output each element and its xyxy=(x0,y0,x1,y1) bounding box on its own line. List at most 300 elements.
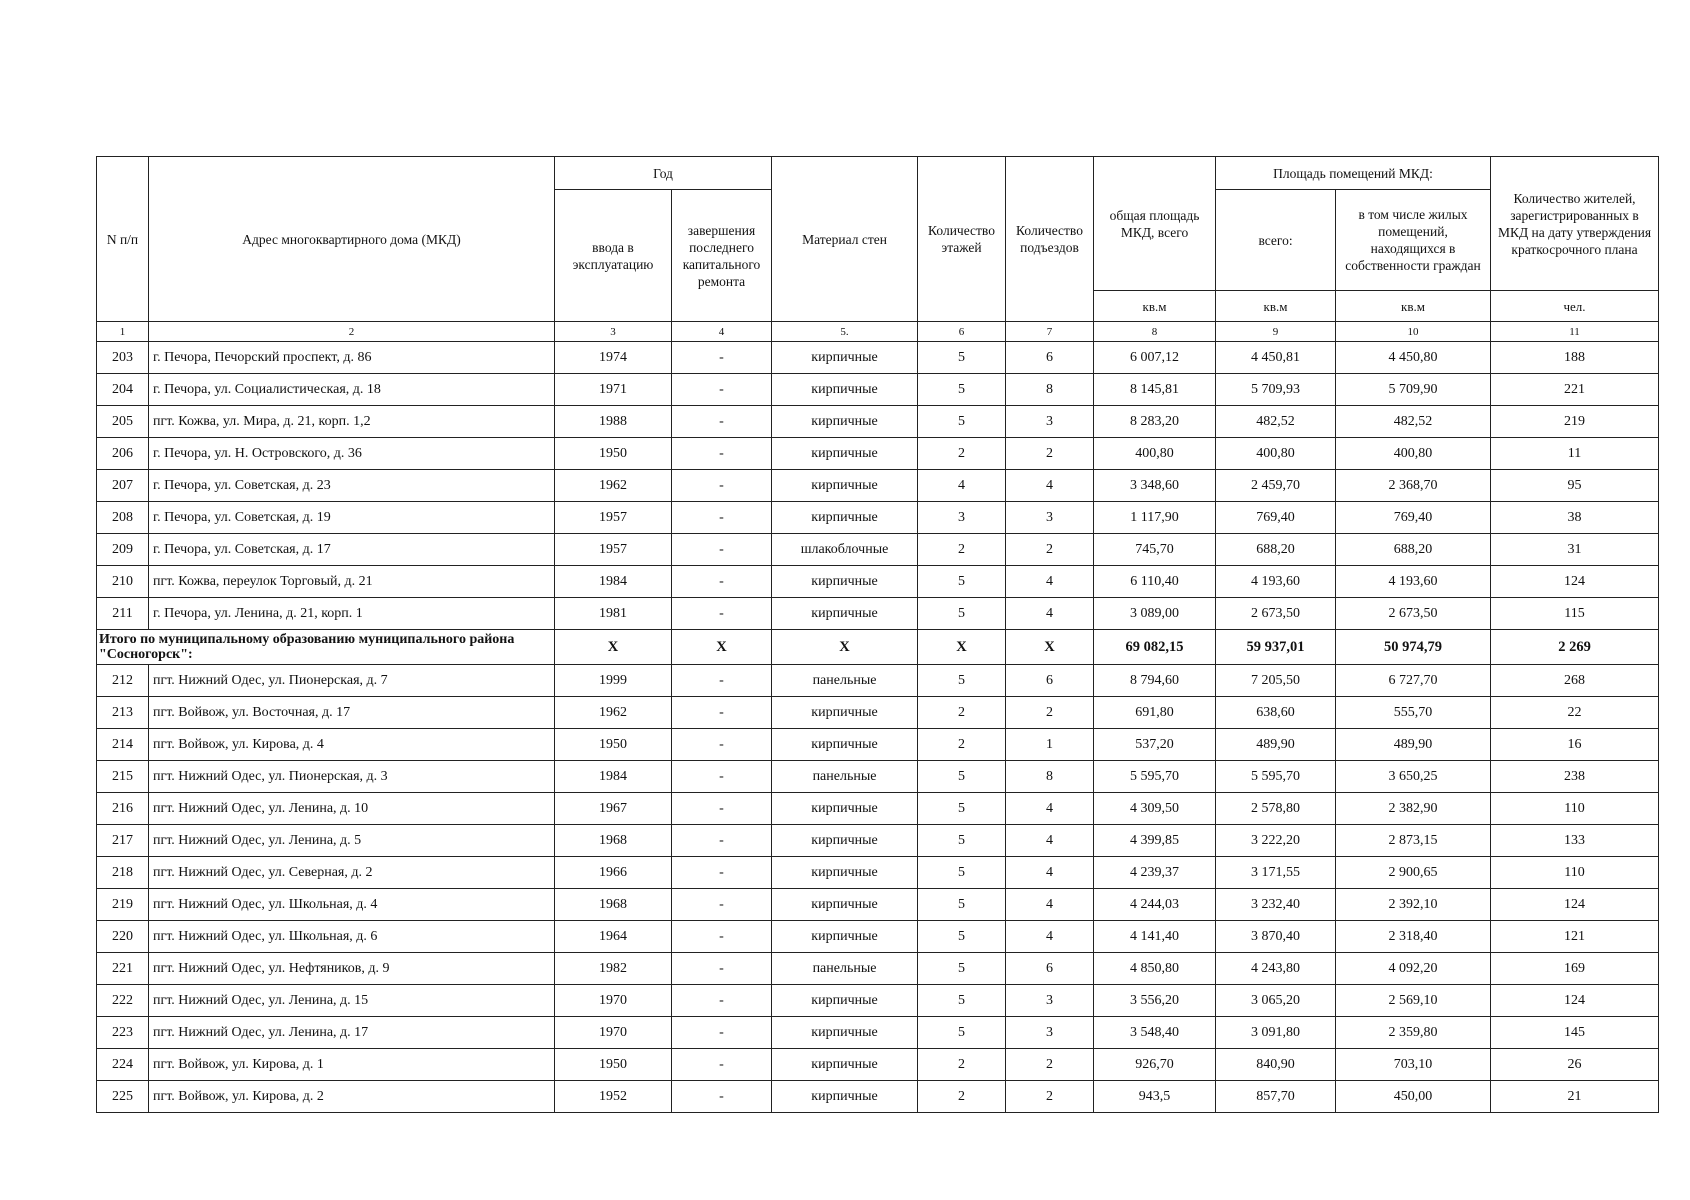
table-row xyxy=(97,889,1659,921)
cell-residents: 38 xyxy=(1491,502,1659,534)
cell-area-owned: 489,90 xyxy=(1336,729,1491,761)
cell-address: пгт. Нижний Одес, ул. Нефтяников, д. 9 xyxy=(149,953,555,985)
cell-total-area: 4 309,50 xyxy=(1094,793,1216,825)
cell-num: 212 xyxy=(97,665,149,697)
cell-area-all: 400,80 xyxy=(1216,438,1336,470)
cell-residents: 124 xyxy=(1491,566,1659,598)
cell-entrances: 4 xyxy=(1006,598,1094,630)
cell-total-area: 4 239,37 xyxy=(1094,857,1216,889)
cell-address: пгт. Войвож, ул. Восточная, д. 17 xyxy=(149,697,555,729)
cell-wall-material: шлакоблочные xyxy=(772,534,918,566)
cell-area-all: 5 709,93 xyxy=(1216,374,1336,406)
housing-table xyxy=(96,156,1659,1113)
cell-year-repair: - xyxy=(672,697,772,729)
table-row xyxy=(97,406,1659,438)
cell-year-repair: - xyxy=(672,953,772,985)
cell-num: 203 xyxy=(97,342,149,374)
cell-year-commission: 1957 xyxy=(555,502,672,534)
cell-area-owned: 2 382,90 xyxy=(1336,793,1491,825)
cell-residents: 22 xyxy=(1491,697,1659,729)
cell-address: пгт. Нижний Одес, ул. Северная, д. 2 xyxy=(149,857,555,889)
cell-residents: 31 xyxy=(1491,534,1659,566)
cell-address: пгт. Нижний Одес, ул. Ленина, д. 15 xyxy=(149,985,555,1017)
cell-num: 205 xyxy=(97,406,149,438)
total-cell: X xyxy=(672,630,772,665)
table-row xyxy=(97,470,1659,502)
cell-num: 218 xyxy=(97,857,149,889)
cell-floors: 5 xyxy=(918,825,1006,857)
cell-address: пгт. Войвож, ул. Кирова, д. 2 xyxy=(149,1081,555,1113)
cell-total-area: 400,80 xyxy=(1094,438,1216,470)
column-number: 3 xyxy=(555,322,672,342)
cell-floors: 2 xyxy=(918,729,1006,761)
cell-residents: 188 xyxy=(1491,342,1659,374)
cell-total-area: 4 850,80 xyxy=(1094,953,1216,985)
cell-address: пгт. Нижний Одес, ул. Ленина, д. 17 xyxy=(149,1017,555,1049)
cell-area-owned: 2 318,40 xyxy=(1336,921,1491,953)
cell-total-area: 4 141,40 xyxy=(1094,921,1216,953)
table-row xyxy=(97,857,1659,889)
cell-year-repair: - xyxy=(672,857,772,889)
cell-area-owned: 555,70 xyxy=(1336,697,1491,729)
cell-address: пгт. Кожва, ул. Мира, д. 21, корп. 1,2 xyxy=(149,406,555,438)
cell-total-area: 745,70 xyxy=(1094,534,1216,566)
table-row xyxy=(97,566,1659,598)
cell-floors: 5 xyxy=(918,857,1006,889)
total-cell: X xyxy=(555,630,672,665)
column-number: 8 xyxy=(1094,322,1216,342)
cell-wall-material: кирпичные xyxy=(772,598,918,630)
cell-entrances: 8 xyxy=(1006,761,1094,793)
cell-year-commission: 1962 xyxy=(555,697,672,729)
cell-year-commission: 1952 xyxy=(555,1081,672,1113)
cell-entrances: 2 xyxy=(1006,1049,1094,1081)
total-cell: X xyxy=(772,630,918,665)
cell-wall-material: кирпичные xyxy=(772,697,918,729)
cell-entrances: 6 xyxy=(1006,953,1094,985)
cell-address: г. Печора, ул. Ленина, д. 21, корп. 1 xyxy=(149,598,555,630)
cell-year-repair: - xyxy=(672,598,772,630)
cell-floors: 5 xyxy=(918,761,1006,793)
cell-floors: 3 xyxy=(918,502,1006,534)
cell-address: пгт. Нижний Одес, ул. Школьная, д. 4 xyxy=(149,889,555,921)
cell-total-area: 3 348,60 xyxy=(1094,470,1216,502)
cell-floors: 5 xyxy=(918,374,1006,406)
cell-residents: 95 xyxy=(1491,470,1659,502)
cell-residents: 124 xyxy=(1491,985,1659,1017)
cell-wall-material: кирпичные xyxy=(772,1017,918,1049)
cell-wall-material: кирпичные xyxy=(772,470,918,502)
header-year-repair: завершения последнего капитального ремонта xyxy=(672,190,772,322)
cell-wall-material: кирпичные xyxy=(772,342,918,374)
cell-year-repair: - xyxy=(672,534,772,566)
cell-year-commission: 1999 xyxy=(555,665,672,697)
cell-area-all: 638,60 xyxy=(1216,697,1336,729)
table-row xyxy=(97,985,1659,1017)
cell-entrances: 3 xyxy=(1006,502,1094,534)
cell-num: 209 xyxy=(97,534,149,566)
column-number: 11 xyxy=(1491,322,1659,342)
cell-total-area: 926,70 xyxy=(1094,1049,1216,1081)
cell-total-area: 5 595,70 xyxy=(1094,761,1216,793)
total-cell: 69 082,15 xyxy=(1094,630,1216,665)
cell-year-commission: 1962 xyxy=(555,470,672,502)
cell-num: 215 xyxy=(97,761,149,793)
cell-num: 207 xyxy=(97,470,149,502)
cell-area-all: 3 091,80 xyxy=(1216,1017,1336,1049)
cell-wall-material: кирпичные xyxy=(772,793,918,825)
cell-wall-material: кирпичные xyxy=(772,889,918,921)
table-total xyxy=(97,630,1659,665)
cell-year-commission: 1950 xyxy=(555,729,672,761)
header-area-all: всего: xyxy=(1216,190,1336,291)
cell-area-all: 769,40 xyxy=(1216,502,1336,534)
column-number: 6 xyxy=(918,322,1006,342)
cell-year-commission: 1982 xyxy=(555,953,672,985)
cell-area-all: 688,20 xyxy=(1216,534,1336,566)
cell-year-repair: - xyxy=(672,793,772,825)
cell-residents: 16 xyxy=(1491,729,1659,761)
table-row xyxy=(97,793,1659,825)
column-number: 1 xyxy=(97,322,149,342)
table-row xyxy=(97,598,1659,630)
cell-residents: 21 xyxy=(1491,1081,1659,1113)
table-row xyxy=(97,374,1659,406)
total-cell: X xyxy=(1006,630,1094,665)
cell-num: 219 xyxy=(97,889,149,921)
cell-year-repair: - xyxy=(672,729,772,761)
cell-entrances: 4 xyxy=(1006,566,1094,598)
cell-num: 220 xyxy=(97,921,149,953)
cell-address: пгт. Кожва, переулок Торговый, д. 21 xyxy=(149,566,555,598)
cell-area-owned: 2 359,80 xyxy=(1336,1017,1491,1049)
cell-residents: 110 xyxy=(1491,857,1659,889)
cell-total-area: 3 556,20 xyxy=(1094,985,1216,1017)
cell-year-repair: - xyxy=(672,665,772,697)
table-body-a xyxy=(97,342,1659,630)
cell-num: 216 xyxy=(97,793,149,825)
cell-year-repair: - xyxy=(672,889,772,921)
cell-area-owned: 450,00 xyxy=(1336,1081,1491,1113)
cell-residents: 121 xyxy=(1491,921,1659,953)
cell-floors: 4 xyxy=(918,470,1006,502)
header-entrances: Количество подъездов xyxy=(1006,157,1094,322)
cell-year-repair: - xyxy=(672,1049,772,1081)
cell-wall-material: кирпичные xyxy=(772,857,918,889)
cell-num: 204 xyxy=(97,374,149,406)
cell-area-all: 3 870,40 xyxy=(1216,921,1336,953)
column-number: 7 xyxy=(1006,322,1094,342)
cell-residents: 268 xyxy=(1491,665,1659,697)
cell-area-owned: 400,80 xyxy=(1336,438,1491,470)
table-row xyxy=(97,697,1659,729)
header-wall-material: Материал стен xyxy=(772,157,918,322)
cell-entrances: 4 xyxy=(1006,921,1094,953)
cell-area-all: 857,70 xyxy=(1216,1081,1336,1113)
cell-num: 224 xyxy=(97,1049,149,1081)
table-row xyxy=(97,1017,1659,1049)
header-num: N п/п xyxy=(97,157,149,322)
cell-entrances: 2 xyxy=(1006,697,1094,729)
cell-entrances: 4 xyxy=(1006,889,1094,921)
cell-area-owned: 688,20 xyxy=(1336,534,1491,566)
cell-address: пгт. Нижний Одес, ул. Школьная, д. 6 xyxy=(149,921,555,953)
cell-total-area: 6 007,12 xyxy=(1094,342,1216,374)
cell-address: пгт. Войвож, ул. Кирова, д. 1 xyxy=(149,1049,555,1081)
cell-floors: 2 xyxy=(918,438,1006,470)
cell-entrances: 6 xyxy=(1006,665,1094,697)
cell-address: пгт. Нижний Одес, ул. Пионерская, д. 3 xyxy=(149,761,555,793)
unit-area-all: кв.м xyxy=(1216,291,1336,322)
header-address: Адрес многоквартирного дома (МКД) xyxy=(149,157,555,322)
cell-residents: 11 xyxy=(1491,438,1659,470)
cell-address: г. Печора, ул. Советская, д. 23 xyxy=(149,470,555,502)
cell-wall-material: кирпичные xyxy=(772,729,918,761)
cell-area-owned: 2 569,10 xyxy=(1336,985,1491,1017)
cell-num: 225 xyxy=(97,1081,149,1113)
cell-floors: 5 xyxy=(918,1017,1006,1049)
cell-year-repair: - xyxy=(672,406,772,438)
cell-total-area: 8 794,60 xyxy=(1094,665,1216,697)
cell-area-all: 489,90 xyxy=(1216,729,1336,761)
total-cell: 50 974,79 xyxy=(1336,630,1491,665)
cell-area-owned: 4 193,60 xyxy=(1336,566,1491,598)
cell-year-repair: - xyxy=(672,374,772,406)
cell-total-area: 691,80 xyxy=(1094,697,1216,729)
cell-wall-material: кирпичные xyxy=(772,1049,918,1081)
cell-entrances: 4 xyxy=(1006,470,1094,502)
header-residents: Количество жителей, зарегистрированных в МКД на дату утверждения краткосрочного плана xyxy=(1491,157,1659,291)
cell-floors: 2 xyxy=(918,1081,1006,1113)
cell-area-all: 3 222,20 xyxy=(1216,825,1336,857)
table-row xyxy=(97,953,1659,985)
header-year-group: Год xyxy=(555,157,772,190)
document-sheet xyxy=(96,156,1658,1113)
cell-num: 211 xyxy=(97,598,149,630)
unit-area-owned: кв.м xyxy=(1336,291,1491,322)
cell-year-repair: - xyxy=(672,470,772,502)
cell-wall-material: панельные xyxy=(772,761,918,793)
cell-wall-material: кирпичные xyxy=(772,438,918,470)
cell-entrances: 4 xyxy=(1006,793,1094,825)
table-row xyxy=(97,825,1659,857)
cell-year-commission: 1971 xyxy=(555,374,672,406)
total-label: Итого по муниципальному образованию муниципального района "Сосногорск": xyxy=(97,630,555,665)
cell-floors: 2 xyxy=(918,534,1006,566)
cell-num: 223 xyxy=(97,1017,149,1049)
cell-num: 213 xyxy=(97,697,149,729)
table-row xyxy=(97,921,1659,953)
cell-floors: 5 xyxy=(918,921,1006,953)
cell-area-all: 482,52 xyxy=(1216,406,1336,438)
cell-residents: 133 xyxy=(1491,825,1659,857)
header-area-owned: в том числе жилых помещений, находящихся в собственности граждан xyxy=(1336,190,1491,291)
header-area-group: Площадь помещений МКД: xyxy=(1216,157,1491,190)
table-row xyxy=(97,761,1659,793)
cell-address: пгт. Войвож, ул. Кирова, д. 4 xyxy=(149,729,555,761)
cell-floors: 5 xyxy=(918,665,1006,697)
cell-entrances: 8 xyxy=(1006,374,1094,406)
cell-area-all: 4 243,80 xyxy=(1216,953,1336,985)
cell-year-repair: - xyxy=(672,1017,772,1049)
cell-address: пгт. Нижний Одес, ул. Ленина, д. 10 xyxy=(149,793,555,825)
cell-year-commission: 1984 xyxy=(555,761,672,793)
cell-year-repair: - xyxy=(672,825,772,857)
cell-area-owned: 3 650,25 xyxy=(1336,761,1491,793)
cell-area-all: 3 171,55 xyxy=(1216,857,1336,889)
unit-total-area: кв.м xyxy=(1094,291,1216,322)
cell-floors: 5 xyxy=(918,793,1006,825)
cell-num: 222 xyxy=(97,985,149,1017)
cell-address: г. Печора, ул. Советская, д. 19 xyxy=(149,502,555,534)
cell-address: г. Печора, ул. Н. Островского, д. 36 xyxy=(149,438,555,470)
cell-entrances: 2 xyxy=(1006,438,1094,470)
cell-num: 210 xyxy=(97,566,149,598)
cell-total-area: 1 117,90 xyxy=(1094,502,1216,534)
cell-residents: 219 xyxy=(1491,406,1659,438)
cell-year-commission: 1950 xyxy=(555,438,672,470)
cell-year-repair: - xyxy=(672,438,772,470)
cell-area-all: 3 065,20 xyxy=(1216,985,1336,1017)
cell-year-commission: 1974 xyxy=(555,342,672,374)
cell-area-owned: 2 673,50 xyxy=(1336,598,1491,630)
cell-floors: 5 xyxy=(918,985,1006,1017)
header-total-area: общая площадь МКД, всего xyxy=(1094,157,1216,291)
cell-area-owned: 482,52 xyxy=(1336,406,1491,438)
cell-area-all: 3 232,40 xyxy=(1216,889,1336,921)
table-row xyxy=(97,1081,1659,1113)
cell-year-commission: 1970 xyxy=(555,1017,672,1049)
cell-year-commission: 1964 xyxy=(555,921,672,953)
cell-entrances: 3 xyxy=(1006,406,1094,438)
cell-entrances: 3 xyxy=(1006,1017,1094,1049)
cell-year-repair: - xyxy=(672,566,772,598)
cell-wall-material: панельные xyxy=(772,953,918,985)
cell-year-commission: 1981 xyxy=(555,598,672,630)
cell-year-commission: 1957 xyxy=(555,534,672,566)
cell-total-area: 537,20 xyxy=(1094,729,1216,761)
cell-area-all: 5 595,70 xyxy=(1216,761,1336,793)
cell-area-all: 2 459,70 xyxy=(1216,470,1336,502)
table-row xyxy=(97,342,1659,374)
unit-residents: чел. xyxy=(1491,291,1659,322)
cell-year-repair: - xyxy=(672,502,772,534)
cell-address: пгт. Нижний Одес, ул. Пионерская, д. 7 xyxy=(149,665,555,697)
cell-area-all: 2 578,80 xyxy=(1216,793,1336,825)
cell-num: 217 xyxy=(97,825,149,857)
cell-total-area: 8 145,81 xyxy=(1094,374,1216,406)
cell-total-area: 4 399,85 xyxy=(1094,825,1216,857)
cell-address: г. Печора, ул. Советская, д. 17 xyxy=(149,534,555,566)
cell-year-commission: 1967 xyxy=(555,793,672,825)
cell-total-area: 943,5 xyxy=(1094,1081,1216,1113)
cell-year-commission: 1950 xyxy=(555,1049,672,1081)
cell-residents: 238 xyxy=(1491,761,1659,793)
cell-residents: 145 xyxy=(1491,1017,1659,1049)
table-row xyxy=(97,502,1659,534)
cell-area-all: 4 450,81 xyxy=(1216,342,1336,374)
cell-entrances: 3 xyxy=(1006,985,1094,1017)
cell-residents: 169 xyxy=(1491,953,1659,985)
cell-year-repair: - xyxy=(672,1081,772,1113)
cell-num: 214 xyxy=(97,729,149,761)
cell-wall-material: кирпичные xyxy=(772,985,918,1017)
cell-area-owned: 4 092,20 xyxy=(1336,953,1491,985)
cell-entrances: 2 xyxy=(1006,534,1094,566)
cell-year-commission: 1988 xyxy=(555,406,672,438)
cell-year-commission: 1968 xyxy=(555,889,672,921)
column-number: 2 xyxy=(149,322,555,342)
cell-year-repair: - xyxy=(672,921,772,953)
cell-total-area: 8 283,20 xyxy=(1094,406,1216,438)
cell-floors: 5 xyxy=(918,566,1006,598)
cell-wall-material: кирпичные xyxy=(772,825,918,857)
cell-wall-material: кирпичные xyxy=(772,406,918,438)
cell-area-owned: 6 727,70 xyxy=(1336,665,1491,697)
cell-floors: 2 xyxy=(918,697,1006,729)
cell-residents: 221 xyxy=(1491,374,1659,406)
cell-area-owned: 2 368,70 xyxy=(1336,470,1491,502)
cell-year-commission: 1966 xyxy=(555,857,672,889)
column-number: 5. xyxy=(772,322,918,342)
cell-floors: 5 xyxy=(918,406,1006,438)
cell-year-repair: - xyxy=(672,342,772,374)
cell-wall-material: кирпичные xyxy=(772,502,918,534)
total-cell: X xyxy=(918,630,1006,665)
cell-address: г. Печора, Печорский проспект, д. 86 xyxy=(149,342,555,374)
column-number: 9 xyxy=(1216,322,1336,342)
cell-entrances: 1 xyxy=(1006,729,1094,761)
cell-area-owned: 769,40 xyxy=(1336,502,1491,534)
cell-floors: 5 xyxy=(918,342,1006,374)
cell-residents: 110 xyxy=(1491,793,1659,825)
cell-year-commission: 1968 xyxy=(555,825,672,857)
cell-year-commission: 1984 xyxy=(555,566,672,598)
cell-area-owned: 2 900,65 xyxy=(1336,857,1491,889)
table-row xyxy=(97,438,1659,470)
cell-year-repair: - xyxy=(672,985,772,1017)
cell-total-area: 4 244,03 xyxy=(1094,889,1216,921)
cell-area-all: 4 193,60 xyxy=(1216,566,1336,598)
cell-area-owned: 2 873,15 xyxy=(1336,825,1491,857)
cell-floors: 5 xyxy=(918,953,1006,985)
cell-year-commission: 1970 xyxy=(555,985,672,1017)
cell-area-owned: 5 709,90 xyxy=(1336,374,1491,406)
cell-floors: 5 xyxy=(918,889,1006,921)
cell-area-owned: 4 450,80 xyxy=(1336,342,1491,374)
cell-address: пгт. Нижний Одес, ул. Ленина, д. 5 xyxy=(149,825,555,857)
cell-total-area: 3 548,40 xyxy=(1094,1017,1216,1049)
total-cell: 2 269 xyxy=(1491,630,1659,665)
cell-entrances: 4 xyxy=(1006,857,1094,889)
cell-wall-material: кирпичные xyxy=(772,566,918,598)
cell-entrances: 4 xyxy=(1006,825,1094,857)
cell-area-all: 2 673,50 xyxy=(1216,598,1336,630)
table-row xyxy=(97,729,1659,761)
table-row xyxy=(97,534,1659,566)
cell-wall-material: кирпичные xyxy=(772,374,918,406)
column-number-row xyxy=(97,322,1659,342)
table-row xyxy=(97,665,1659,697)
cell-entrances: 6 xyxy=(1006,342,1094,374)
total-cell: 59 937,01 xyxy=(1216,630,1336,665)
cell-year-repair: - xyxy=(672,761,772,793)
cell-num: 221 xyxy=(97,953,149,985)
cell-area-all: 7 205,50 xyxy=(1216,665,1336,697)
total-row xyxy=(97,630,1659,665)
table-body-b xyxy=(97,665,1659,1113)
cell-num: 208 xyxy=(97,502,149,534)
